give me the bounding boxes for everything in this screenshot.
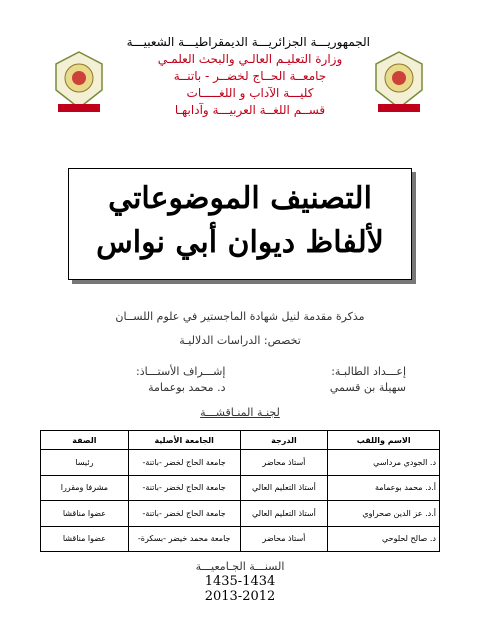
student-name: سهيلة بن قسمي bbox=[329, 381, 406, 394]
university-line: جامعــة الحــاج لخضــر - باتنــة bbox=[173, 69, 327, 83]
member-grade: أستاذ محاضر bbox=[240, 450, 328, 476]
ministry-line: وزارة التعليـم العالـي والبحث العلمـي bbox=[157, 52, 343, 66]
table-row bbox=[41, 475, 440, 501]
table-row bbox=[41, 526, 440, 552]
supervised-by bbox=[136, 364, 225, 396]
member-grade: أستاذ محاضر bbox=[240, 526, 328, 552]
member-role: رئيسا bbox=[41, 450, 129, 476]
university-emblem-icon bbox=[50, 48, 108, 116]
republic-line: الجمهوريـــة الجزائريـــة الديمقراطيـــة الشعبيـــة bbox=[126, 35, 370, 49]
faculty-line: كليـــة الآداب و اللغـــــات bbox=[186, 86, 314, 100]
column-header-grade: الدرجة bbox=[240, 431, 328, 450]
academic-year-hijri: 1435-1434 bbox=[204, 574, 276, 589]
supervisor-name: د. محمد بوعمامة bbox=[148, 381, 226, 394]
column-header-university: الجامعة الأصلية bbox=[128, 431, 240, 450]
member-name: أ.د. محمد بوعمامة bbox=[328, 475, 440, 501]
prepared-by-label: إعـــداد الطالبـة: bbox=[331, 365, 406, 378]
university-emblem-icon bbox=[370, 48, 428, 116]
academic-year bbox=[0, 560, 480, 604]
institution-header bbox=[126, 34, 370, 119]
committee-table bbox=[40, 430, 440, 552]
member-role: عضوا مناقشا bbox=[41, 526, 129, 552]
member-university: جامعة محمد خيضر -بسكرة- bbox=[128, 526, 240, 552]
member-name: د. الجودي مرداسي bbox=[328, 450, 440, 476]
thesis-title-line-2: لألفاظ ديوان أبي نواس bbox=[96, 225, 384, 260]
department-line: قســم اللغــة العربيـــة وآدابهـا bbox=[174, 103, 326, 117]
committee-title bbox=[0, 406, 480, 419]
table-row bbox=[41, 450, 440, 476]
academic-year-label: السنـــة الجـامعيـــة bbox=[195, 560, 285, 573]
member-university: جامعة الحاج لخضر -باتنة- bbox=[128, 450, 240, 476]
column-header-role: الصفة bbox=[41, 431, 129, 450]
academic-year-gregorian: 2013-2012 bbox=[204, 589, 276, 604]
thesis-title-box bbox=[68, 168, 412, 280]
column-header-name: الاسم واللقب bbox=[328, 431, 440, 450]
thesis-title-line-1: التصنيف الموضوعاتي bbox=[108, 181, 372, 216]
specialty: تخصص: الدراسات الدلاليـة bbox=[179, 334, 301, 347]
committee-title-text: لجنـة المنـاقشـــة bbox=[200, 406, 280, 419]
table-row bbox=[41, 501, 440, 527]
table-header-row bbox=[41, 431, 440, 450]
prepared-by bbox=[330, 364, 406, 396]
member-grade: أستاذ التعليم العالي bbox=[240, 501, 328, 527]
member-university: جامعة الحاج لخضر -باتنة- bbox=[128, 501, 240, 527]
member-role: عضوا مناقشا bbox=[41, 501, 129, 527]
supervisor-label: إشـــراف الأستـــاذ: bbox=[136, 365, 226, 378]
member-role: مشرفا ومقررا bbox=[41, 475, 129, 501]
member-name: د. صالح لحلوحي bbox=[328, 526, 440, 552]
thesis-purpose: مذكرة مقدمة لنيل شهادة الماجستير في علوم اللســان bbox=[115, 310, 365, 323]
member-grade: أستاذ التعليم العالي bbox=[240, 475, 328, 501]
member-name: أ.د. عز الدين صحراوي bbox=[328, 501, 440, 527]
member-university: جامعة الحاج لخضر -باتنة- bbox=[128, 475, 240, 501]
